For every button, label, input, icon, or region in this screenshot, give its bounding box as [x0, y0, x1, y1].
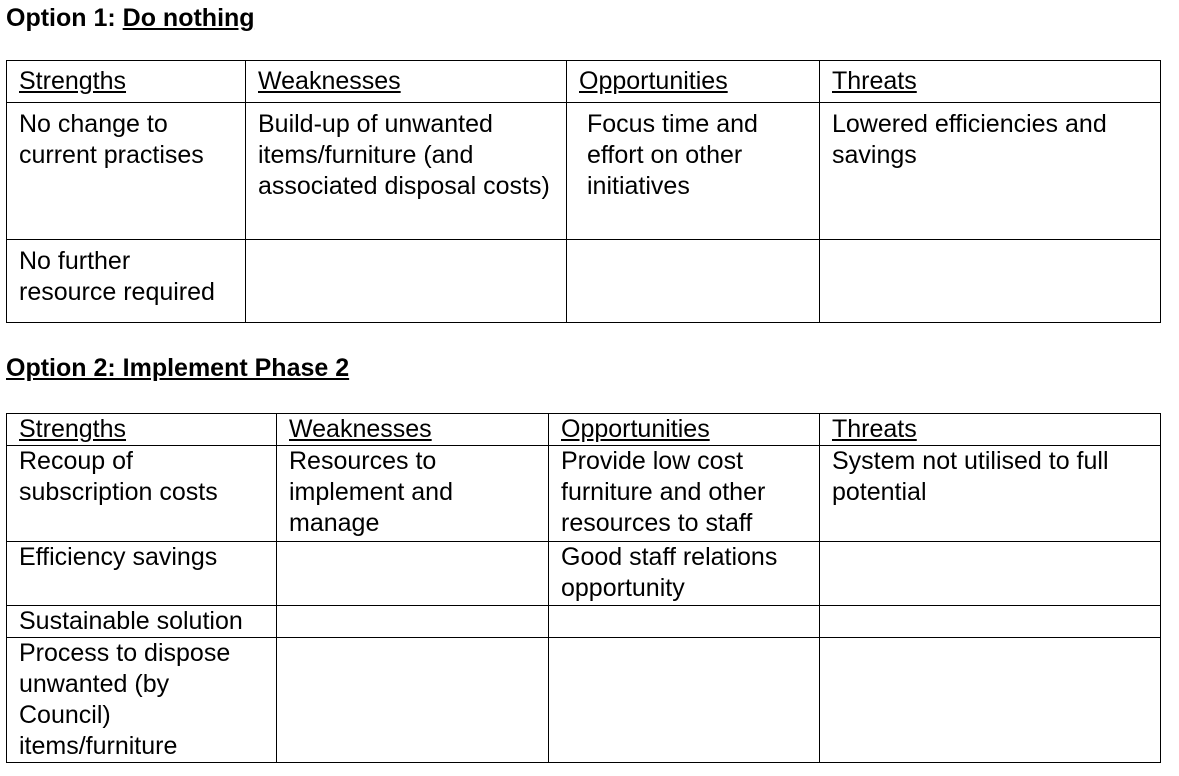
table-row — [7, 103, 1161, 240]
table-cell — [820, 606, 1161, 638]
table-cell: Recoup of subscription costs — [7, 446, 277, 542]
header-cell — [820, 61, 1161, 103]
table-cell: Process to dispose unwanted (by Council) items/furniture — [7, 638, 277, 763]
table-cell: No further resource required — [7, 240, 246, 323]
table-cell — [549, 606, 820, 638]
table-cell — [567, 240, 820, 323]
option1-prefix: Option 1: — [6, 4, 123, 32]
table-cell — [277, 542, 549, 606]
option2-heading — [6, 353, 349, 383]
table-row — [7, 542, 1161, 606]
table-header-row — [7, 61, 1161, 103]
table-cell — [277, 638, 549, 763]
table-row — [7, 638, 1161, 763]
table-cell — [277, 606, 549, 638]
header-cell — [7, 61, 246, 103]
table-cell — [820, 638, 1161, 763]
table-cell: No change to current practises — [7, 103, 246, 240]
option1-title: Do nothing — [122, 4, 255, 32]
strengths-header: Strengths — [19, 415, 127, 443]
table-header-row — [7, 414, 1161, 446]
table-cell: Sustainable solution — [7, 606, 277, 638]
table-cell: Efficiency savings — [7, 542, 277, 606]
header-cell — [7, 414, 277, 446]
table-cell: Lowered efficiencies and savings — [820, 103, 1161, 240]
table-row — [7, 606, 1161, 638]
table-cell — [820, 542, 1161, 606]
table-cell — [820, 240, 1161, 323]
header-cell — [277, 414, 549, 446]
weaknesses-header: Weaknesses — [289, 415, 432, 443]
opportunities-header: Opportunities — [579, 67, 728, 95]
option1-swot-table — [6, 60, 1161, 323]
weaknesses-header: Weaknesses — [258, 67, 401, 95]
threats-header: Threats — [832, 415, 917, 443]
header-cell — [567, 61, 820, 103]
header-cell — [246, 61, 567, 103]
table-cell: Focus time and effort on other initiatives — [567, 103, 820, 240]
threats-header: Threats — [832, 67, 917, 95]
strengths-header: Strengths — [19, 67, 127, 95]
option1-heading — [6, 3, 255, 33]
header-cell — [820, 414, 1161, 446]
table-row — [7, 240, 1161, 323]
table-cell: Resources to implement and manage — [277, 446, 549, 542]
table-row — [7, 446, 1161, 542]
table-cell: Build-up of unwanted items/furniture (and associated disposal costs) — [246, 103, 567, 240]
table-cell: Provide low cost furniture and other resources to staff — [549, 446, 820, 542]
table-cell: System not utilised to full potential — [820, 446, 1161, 542]
table-cell: Good staff relations opportunity — [549, 542, 820, 606]
table-cell — [549, 638, 820, 763]
table-cell — [246, 240, 567, 323]
opportunities-header: Opportunities — [561, 415, 710, 443]
header-cell — [549, 414, 820, 446]
option2-swot-table — [6, 413, 1161, 763]
option2-title: Option 2: Implement Phase 2 — [6, 354, 350, 382]
